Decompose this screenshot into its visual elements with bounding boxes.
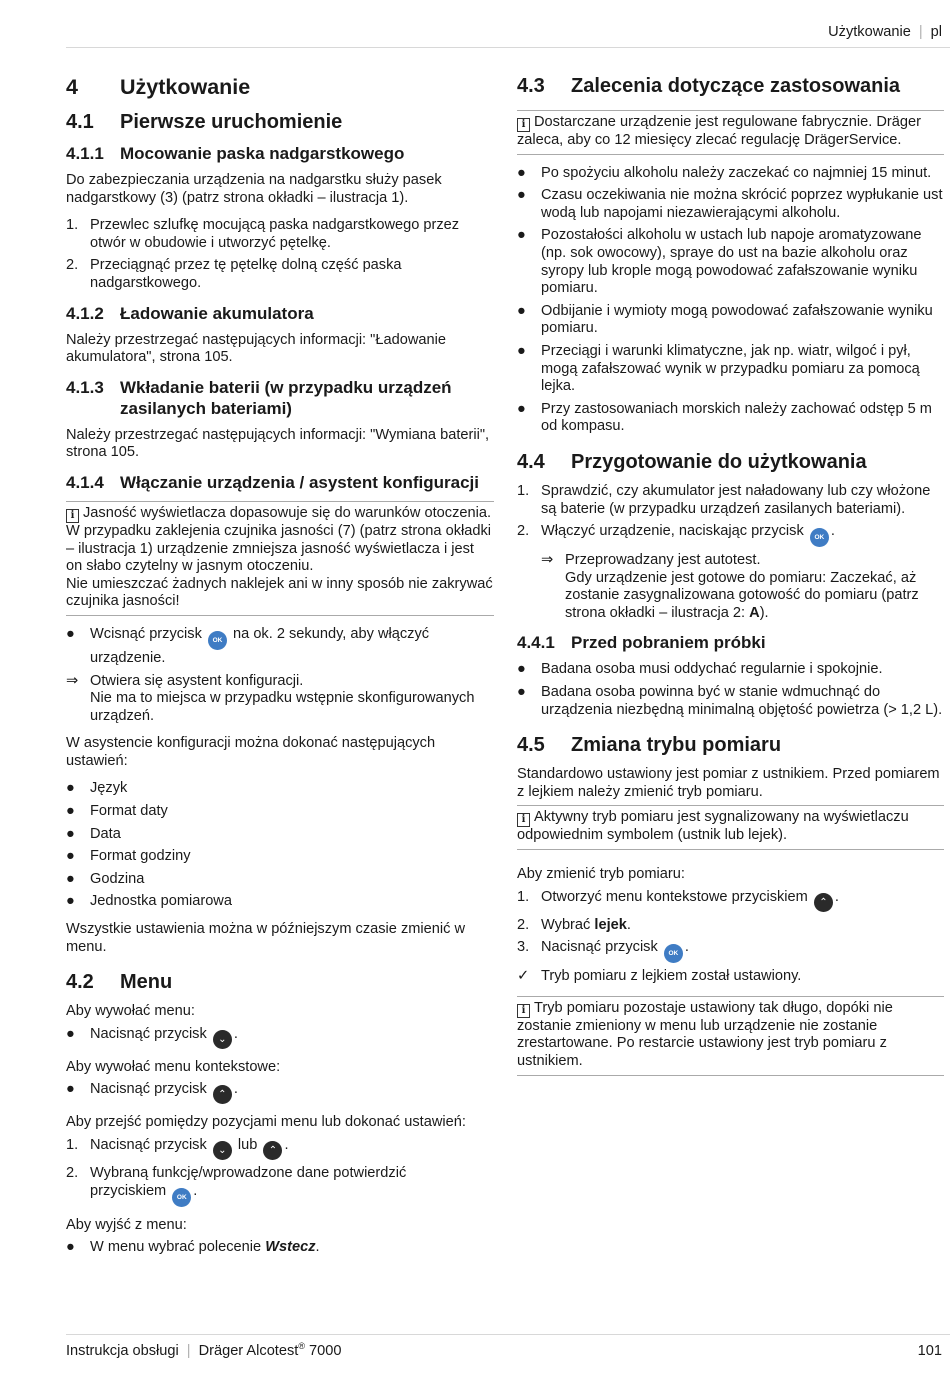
recommendation-text: Pozostałości alkoholu w ustach lub napoje aromatyzowane (np. sok owocowy), spraye do ust na bazie alkoholu oraz syropy lub krople mogą powodować zafałszowanie wyniku pomiaru. xyxy=(541,227,922,297)
list-item xyxy=(66,673,494,726)
bullet-icon: ● xyxy=(66,893,75,910)
list-item xyxy=(66,257,494,292)
settings-list xyxy=(66,780,494,911)
step-number: 2. xyxy=(66,257,79,274)
bullet-icon: ● xyxy=(66,1239,75,1256)
step-number: 2. xyxy=(66,1165,79,1181)
note-text: Aktywny tryb pomiaru jest sygnalizowany na wyświetlaczu odpowiednim symbolem (ustnik lub lejek). xyxy=(517,809,909,844)
heading-title: Zmiana trybu pomiaru xyxy=(571,734,782,757)
info-note-calibration xyxy=(517,110,944,155)
setting-name: Data xyxy=(90,825,121,842)
instruction-text: Nacisnąć przycisk xyxy=(90,1137,207,1153)
header-separator: | xyxy=(918,24,923,40)
up-button-icon: ⌃ xyxy=(263,1141,282,1160)
option-name: lejek xyxy=(594,916,627,933)
ok-button-icon: OK xyxy=(664,944,683,963)
step-number: 3. xyxy=(517,939,530,956)
heading-title: Zalecenia dotyczące zastosowania xyxy=(571,75,901,97)
heading-title: Włączanie urządzenia / asystent konfiguracji xyxy=(120,472,479,492)
list-item xyxy=(517,968,944,986)
instruction-text: Nacisnąć przycisk xyxy=(90,1081,207,1098)
note-text: Jasność wyświetlacza dopasowuje się do warunków otoczenia. xyxy=(83,504,492,521)
punctuation: ). xyxy=(759,604,769,621)
left-column xyxy=(66,72,494,1267)
info-icon: i xyxy=(66,509,79,523)
heading-title: Wkładanie baterii (w przypadku urządzeń zasilanych bateriami) xyxy=(120,377,452,418)
result-text: Tryb pomiaru z lejkiem został ustawiony. xyxy=(541,968,802,985)
list-item xyxy=(517,187,944,222)
heading-title: Przed pobraniem próbki xyxy=(571,633,766,653)
instruction-text: W menu wybrać polecenie xyxy=(90,1239,262,1256)
heading-4-5 xyxy=(517,733,944,757)
menu-call-list xyxy=(66,1026,494,1049)
info-icon: i xyxy=(517,813,530,827)
heading-4-1-1 xyxy=(66,143,494,164)
step-text: Włączyć urządzenie, naciskając przycisk xyxy=(541,523,804,540)
heading-title: Ładowanie akumulatora xyxy=(120,303,314,323)
heading-number: 4.1.3 xyxy=(66,377,104,397)
setting-name: Język xyxy=(90,780,128,797)
bullet-icon: ● xyxy=(66,1025,75,1042)
heading-number: 4.4.1 xyxy=(517,633,555,653)
heading-4-2 xyxy=(66,970,494,994)
bullet-icon: ● xyxy=(517,342,526,359)
note-text: W przypadku zaklejenia czujnika jasności (7) (patrz strona okładki – ilustracja 1) urządzenie zmniejsza jasność wyświetlacza i jest on słabo czytelny w jasnym otoczeniu. xyxy=(66,522,492,575)
instruction-text: na ok. 2 sekundy, aby włączyć urządzenie. xyxy=(90,625,430,666)
bullet-icon: ● xyxy=(66,825,75,842)
page-number: 101 xyxy=(917,1343,942,1359)
sample-prerequisites xyxy=(517,661,944,719)
bullet-icon: ● xyxy=(66,625,75,642)
step-text: Wybrać xyxy=(541,916,591,933)
list-item xyxy=(66,1081,494,1104)
info-icon: i xyxy=(517,118,530,132)
right-column xyxy=(517,72,944,1086)
list-item xyxy=(517,684,944,719)
setting-name: Format godziny xyxy=(90,848,191,865)
heading-number: 4.2 xyxy=(66,971,94,994)
punctuation: . xyxy=(834,888,839,905)
list-item xyxy=(66,1137,494,1160)
list-item xyxy=(66,1239,494,1257)
heading-4-1-4 xyxy=(66,472,494,493)
footer-model: 7000 xyxy=(304,1343,342,1359)
heading-4-1-2 xyxy=(66,303,494,324)
step-text: Nacisnąć przycisk xyxy=(541,939,658,956)
bullet-icon: ● xyxy=(517,400,526,417)
heading-title: Przygotowanie do użytkowania xyxy=(571,450,867,473)
step-number: 1. xyxy=(517,482,530,499)
list-item xyxy=(66,871,494,889)
recommendation-text: Przy zastosowaniach morskich należy zachować odstęp 5 m od kompasu. xyxy=(541,400,932,435)
paragraph-menu-navigate: Aby przejść pomiędzy pozycjami menu lub dokonać ustawień: xyxy=(66,1114,466,1131)
list-item xyxy=(517,165,944,183)
bullet-icon: ● xyxy=(517,302,526,319)
step-number: 1. xyxy=(517,888,530,905)
heading-number: 4.1.2 xyxy=(66,303,104,323)
list-item xyxy=(66,1165,494,1207)
list-item xyxy=(66,826,494,844)
list-item xyxy=(517,483,944,518)
step-number: 1. xyxy=(66,217,79,234)
result-arrow-icon: ⇒ xyxy=(66,672,79,689)
list-item xyxy=(66,626,494,668)
info-note-mode-persistence xyxy=(517,996,944,1076)
paragraph-wrist-strap: Do zabezpieczania urządzenia na nadgarstku służy pasek nadgarstkowy (3) (patrz strona okładki – ilustracja 1). xyxy=(66,172,442,206)
heading-number: 4 xyxy=(66,75,78,99)
heading-4 xyxy=(66,74,494,100)
result-arrow-icon: ⇒ xyxy=(541,552,554,569)
checkmark-icon: ✓ xyxy=(517,968,530,985)
list-item xyxy=(517,889,944,912)
list-item xyxy=(517,661,944,679)
recommendation-text: Odbijanie i wymioty mogą powodować zafałszowanie wyniku pomiaru. xyxy=(541,302,933,337)
instruction-text: przyciskiem xyxy=(90,1182,167,1199)
list-item xyxy=(66,848,494,866)
steps-wrist-strap xyxy=(66,217,494,292)
recommendation-text: Czasu oczekiwania nie można skrócić poprzez wypłukanie ust wodą lub napojami niezawierającymi alkoholu. xyxy=(541,187,943,221)
paragraph-change-mode: Aby zmienić tryb pomiaru: xyxy=(517,866,685,883)
list-item xyxy=(66,780,494,798)
command-name: Wstecz xyxy=(265,1239,316,1256)
punctuation: . xyxy=(830,523,835,540)
punctuation: . xyxy=(626,916,631,933)
bullet-icon: ● xyxy=(66,870,75,887)
info-note-brightness xyxy=(66,501,494,616)
instruction-text: Wcisnąć przycisk xyxy=(90,625,202,642)
recommendation-text: Przeciągi i warunki klimatyczne, jak np. wiatr, wilgoć i pył, mogą zafałszować wynik w przypadku pomiaru za pomocą lejka. xyxy=(541,342,920,395)
setting-name: Format daty xyxy=(90,803,168,820)
footer-title xyxy=(66,1343,342,1361)
heading-number: 4.5 xyxy=(517,734,545,757)
ok-button-icon: OK xyxy=(208,631,227,650)
result-text: Przeprowadzany jest autotest. xyxy=(565,552,761,569)
bullet-icon: ● xyxy=(66,848,75,865)
heading-number: 4.1.4 xyxy=(66,472,104,492)
menu-context-list xyxy=(66,1081,494,1104)
list-item xyxy=(517,303,944,338)
paragraph-settings-intro: W asystencie konfiguracji można dokonać następujących ustawień: xyxy=(66,735,436,769)
info-note-active-mode xyxy=(517,805,944,850)
heading-number: 4.1 xyxy=(66,111,94,133)
heading-4-3 xyxy=(517,74,944,98)
down-button-icon: ⌄ xyxy=(213,1030,232,1049)
bullet-icon: ● xyxy=(517,227,526,244)
paragraph-menu-call: Aby wywołać menu: xyxy=(66,1003,195,1020)
paragraph-change-later: Wszystkie ustawienia można w późniejszym czasie zmienić w menu. xyxy=(66,921,466,955)
punctuation: . xyxy=(193,1182,198,1199)
bullet-icon: ● xyxy=(517,661,526,678)
heading-4-1-3 xyxy=(66,377,494,419)
up-button-icon: ⌃ xyxy=(213,1085,232,1104)
menu-exit-list xyxy=(66,1239,494,1257)
bullet-icon: ● xyxy=(66,780,75,797)
result-text: Nie ma to miejsca w przypadku wstępnie skonfigurowanych urządzeń. xyxy=(90,690,475,724)
list-item xyxy=(66,893,494,911)
list-item xyxy=(517,523,944,547)
heading-4-1 xyxy=(66,110,494,134)
heading-number: 4.4 xyxy=(517,450,545,473)
instruction-text: Wybraną funkcję/wprowadzone dane potwierdzić xyxy=(90,1165,407,1181)
prerequisite-text: Badana osoba musi oddychać regularnie i spokojnie. xyxy=(541,661,883,678)
list-item xyxy=(66,217,494,252)
bullet-icon: ● xyxy=(517,684,526,701)
list-item xyxy=(517,401,944,436)
header-section: Użytkowanie xyxy=(828,24,911,40)
footer-separator: | xyxy=(186,1343,191,1359)
note-text: Nie umieszczać żadnych naklejek ani w inny sposób nie zakrywać czujnika jasności! xyxy=(66,575,493,610)
setting-name: Godzina xyxy=(90,870,145,887)
instruction-text: Nacisnąć przycisk xyxy=(90,1025,207,1042)
heading-4-4-1 xyxy=(517,632,944,653)
paragraph-batteries: Należy przestrzegać następujących informacji: "Wymiana baterii", strona 105. xyxy=(66,426,490,461)
paragraph-charging: Należy przestrzegać następujących informacji: "Ładowanie akumulatora", strona 105. xyxy=(66,331,446,366)
step-number: 2. xyxy=(517,523,530,540)
registered-mark: ® xyxy=(298,1341,305,1352)
heading-title: Pierwsze uruchomienie xyxy=(120,111,343,133)
preparation-steps xyxy=(517,483,944,623)
note-text: Tryb pomiaru pozostaje ustawiony tak długo, dopóki nie zostanie zmieniony w menu lub urządzenie nie zostanie zrestartowane. Po restarcie ustawiony jest tryb pomiaru z ustnikiem. xyxy=(517,999,893,1069)
usage-recommendations xyxy=(517,165,944,436)
menu-navigate-steps xyxy=(66,1137,494,1207)
punctuation: . xyxy=(684,939,689,956)
bullet-icon: ● xyxy=(517,164,526,181)
recommendation-text: Po spożyciu alkoholu należy zaczekać co najmniej 15 minut. xyxy=(541,164,932,181)
result-text: Gdy urządzenie jest gotowe do pomiaru: Zaczekać, aż zostanie zasygnalizowana gotowość do pomiaru (patrz strona okładki – ilustracja 2: xyxy=(565,569,919,621)
list-item xyxy=(517,552,944,622)
bullet-icon: ● xyxy=(517,187,526,204)
illustration-label: A xyxy=(749,604,760,621)
heading-title: Menu xyxy=(120,971,173,994)
footer-product: Dräger Alcotest xyxy=(198,1343,299,1359)
heading-title: Użytkowanie xyxy=(120,75,251,99)
heading-title: Mocowanie paska nadgarstkowego xyxy=(120,144,405,163)
header-breadcrumb xyxy=(828,24,942,42)
page-header xyxy=(66,22,950,48)
list-item xyxy=(517,343,944,396)
punctuation: . xyxy=(284,1137,289,1153)
list-item xyxy=(517,939,944,963)
power-on-instructions xyxy=(66,626,494,725)
up-button-icon: ⌃ xyxy=(814,893,833,912)
heading-number: 4.1.1 xyxy=(66,144,104,163)
down-button-icon: ⌄ xyxy=(213,1141,232,1160)
footer-manual: Instrukcja obsługi xyxy=(66,1343,179,1359)
paragraph-menu-exit: Aby wyjść z menu: xyxy=(66,1216,187,1233)
instruction-text: lub xyxy=(237,1137,258,1153)
list-item xyxy=(66,1026,494,1049)
step-text: Otworzyć menu kontekstowe przyciskiem xyxy=(541,888,808,905)
step-text: Przeciągnąć przez tę pętelkę dolną część paska nadgarstkowego. xyxy=(90,257,402,291)
page-footer xyxy=(66,1334,950,1372)
info-icon: i xyxy=(517,1004,530,1018)
prerequisite-text: Badana osoba powinna być w stanie wdmuchnąć do urządzenia niezbędną minimalną objętość powietrza (> 1,2 L). xyxy=(541,684,943,718)
result-text: Otwiera się asystent konfiguracji. xyxy=(90,672,304,689)
step-text: Przewlec szlufkę mocującą paska nadgarstkowego przez otwór w obudowie i utworzyć pętelkę. xyxy=(90,217,460,251)
list-item xyxy=(517,227,944,297)
paragraph-measurement-mode: Standardowo ustawiony jest pomiar z ustnikiem. Przed pomiarem z lejkiem należy zmienić tryb pomiaru. xyxy=(517,766,940,800)
step-number: 1. xyxy=(66,1137,79,1153)
header-language: pl xyxy=(930,24,942,40)
heading-number: 4.3 xyxy=(517,75,545,97)
bullet-icon: ● xyxy=(66,1081,75,1098)
setting-name: Jednostka pomiarowa xyxy=(90,893,232,910)
paragraph-menu-context: Aby wywołać menu kontekstowe: xyxy=(66,1058,281,1075)
punctuation: . xyxy=(233,1025,238,1042)
list-item xyxy=(517,917,944,935)
list-item xyxy=(66,803,494,821)
bullet-icon: ● xyxy=(66,803,75,820)
heading-4-4 xyxy=(517,450,944,474)
punctuation: . xyxy=(233,1081,238,1098)
punctuation: . xyxy=(315,1239,320,1256)
change-mode-steps xyxy=(517,889,944,986)
step-text: Sprawdzić, czy akumulator jest naładowany lub czy włożone są baterie (w przypadku urządzeń zasilanych bateriami). xyxy=(541,482,931,517)
ok-button-icon: OK xyxy=(810,528,829,547)
ok-button-icon: OK xyxy=(172,1188,191,1207)
note-text: Dostarczane urządzenie jest regulowane fabrycznie. Dräger zaleca, aby co 12 miesięcy zlecać regulację DrägerService. xyxy=(517,114,921,148)
step-number: 2. xyxy=(517,916,530,933)
